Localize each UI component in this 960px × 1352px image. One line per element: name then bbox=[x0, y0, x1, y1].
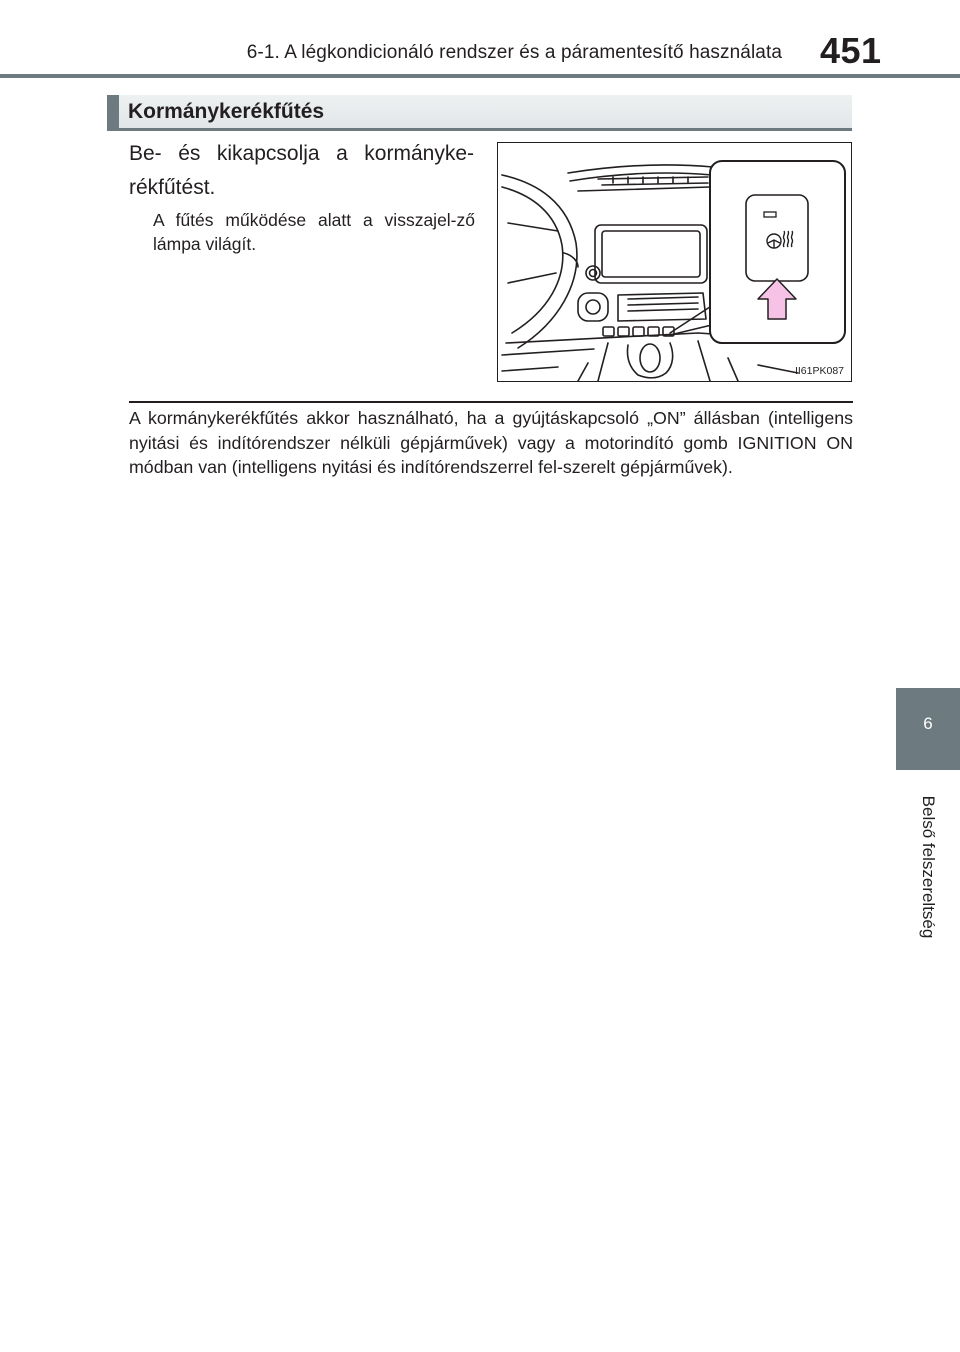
section-heading-accent bbox=[107, 95, 119, 128]
volume-knob bbox=[586, 266, 600, 280]
header-section-title: 6-1. A légkondicionáló rendszer és a páramentesítő használata bbox=[246, 42, 782, 63]
steering-wheel-rim bbox=[502, 175, 577, 348]
header-rule bbox=[0, 74, 960, 78]
display-screen bbox=[595, 225, 707, 283]
figure-code: II61PK087 bbox=[794, 365, 844, 377]
chapter-title: Belső felszereltség bbox=[919, 795, 938, 939]
instruction-note: A fűtés működése alatt a visszajel-ző lámpa világít. bbox=[153, 210, 475, 254]
gear-shifter bbox=[640, 344, 660, 372]
section-heading-bar bbox=[107, 95, 852, 131]
instruction-text: Be- és kikapcsolja a kormányke-rékfűtést. bbox=[129, 142, 474, 199]
info-divider bbox=[129, 401, 853, 403]
heater-switch-closeup bbox=[746, 195, 808, 281]
page-number: 451 bbox=[820, 30, 882, 71]
dashboard-drawing bbox=[498, 143, 852, 382]
dashboard-illustration bbox=[497, 142, 852, 382]
section-title: Kormánykerékfűtés bbox=[128, 100, 325, 123]
info-text: A kormánykerékfűtés akkor használható, ha a gyújtáskapcsoló „ON” állásban (intelligens nyitási és indítórendszer nélküli gépjárművek) vagy a motorindító gomb IGNITION ON módban van (intelligens nyitási és indítórendszerrel fel-szerelt gépjárművek). bbox=[129, 408, 853, 477]
steering-wheel-spoke bbox=[508, 223, 558, 283]
chapter-number: 6 bbox=[923, 714, 933, 733]
chapter-title-label bbox=[896, 772, 960, 962]
chapter-tab[interactable] bbox=[896, 688, 960, 770]
